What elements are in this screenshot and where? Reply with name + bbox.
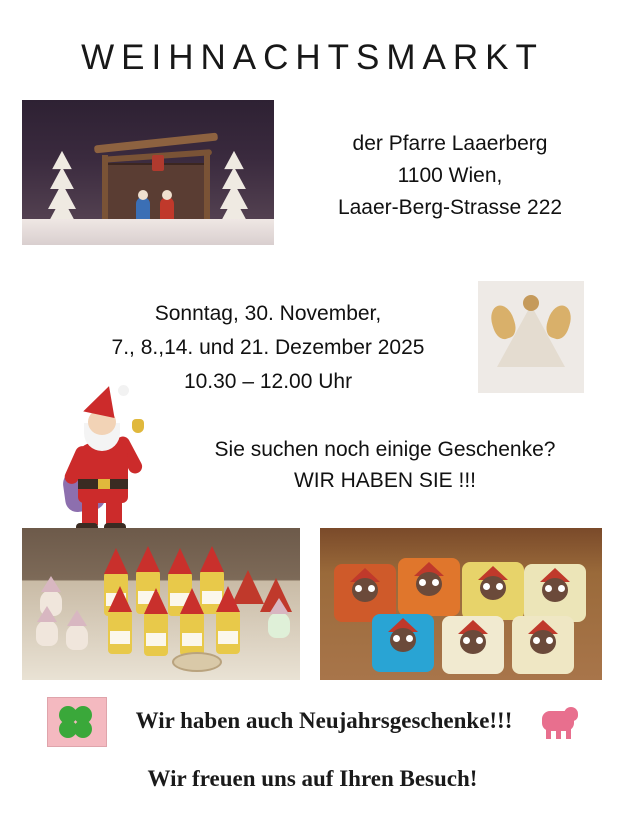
question-line: Sie suchen noch einige Geschenke? — [214, 438, 556, 461]
new-year-gifts-line: Wir haben auch Neujahrsgeschenke!!! — [135, 708, 513, 733]
liqueur-bottles-and-gnomes-photo — [22, 528, 300, 680]
city-line: 1100 Wien, — [397, 164, 503, 187]
answer-line: WIR HABEN SIE !!! — [293, 469, 477, 492]
lantern-icon — [152, 155, 164, 171]
santa-claus-illustration — [56, 383, 164, 533]
date-line-2: 7., 8.,14. und 21. Dezember 2025 — [111, 336, 425, 359]
visit-invitation-line: Wir freuen uns auf Ihren Besuch! — [147, 766, 478, 791]
bell-icon — [132, 419, 144, 433]
opening-hours: 10.30 – 12.00 Uhr — [183, 370, 353, 393]
crocheted-angel-photo — [478, 281, 584, 393]
owl-pillows-photo — [320, 528, 602, 680]
date-line-1: Sonntag, 30. November, — [154, 302, 382, 325]
street-line: Laaer-Berg-Strasse 222 — [337, 196, 563, 219]
angel-head — [523, 295, 539, 311]
angel-body — [497, 305, 565, 367]
parish-name: der Pfarre Laaerberg — [352, 132, 548, 155]
four-leaf-clover-stamp — [47, 697, 107, 747]
stable-structure — [100, 143, 212, 227]
nativity-scene-photo — [22, 100, 274, 245]
lucky-pig-stamp — [538, 703, 580, 743]
gift-question-block — [170, 434, 600, 496]
address-block — [290, 128, 610, 224]
page-title: WEIHNACHTSMARKT — [81, 38, 544, 77]
